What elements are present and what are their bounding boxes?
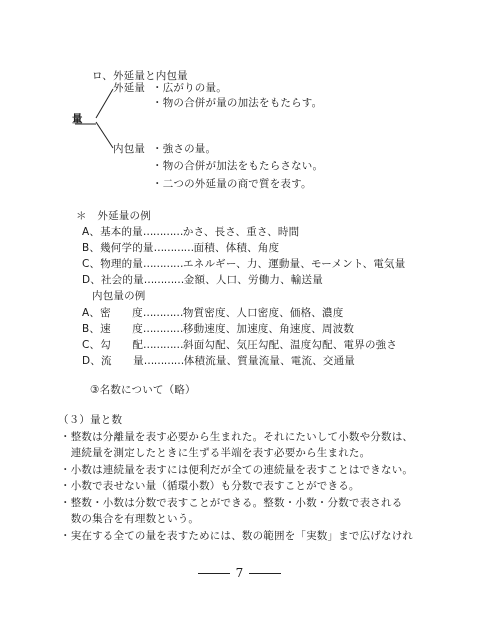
extensive-example-row [82, 226, 299, 239]
extensive-label: 外延量 [113, 82, 146, 94]
leader-dots: ………… [143, 258, 184, 270]
example-key: C、物理的量 [82, 258, 144, 270]
example-value: 物質密度、人口密度、価格、濃度 [182, 307, 344, 319]
intensive-item-1: ・強さの量。 [152, 143, 217, 155]
section-ro-title: ロ、外延量と内包量 [92, 70, 188, 82]
intensive-example-row [82, 339, 397, 352]
section3-line: ・小数は連続量を表すには便利だが全ての連続量を表すことはできない。 [60, 464, 414, 476]
intensive-example-row [82, 323, 354, 336]
note-named-numbers: ③名数について（略） [90, 384, 196, 396]
footer-rule-left [198, 573, 230, 574]
example-value: 面積、体積、角度 [193, 242, 280, 254]
leader-dots: ………… [142, 323, 183, 335]
leader-dots: ………… [143, 339, 184, 351]
root-term-quantity: 量 [72, 113, 83, 125]
footer-rule-right [249, 573, 281, 574]
example-value: 体積流量、質量流量、電流、交通量 [183, 355, 355, 367]
intensive-item-2: ・物の合併が加法をもたらさない。 [152, 160, 324, 172]
example-key: D、流 量 [82, 355, 144, 367]
page-footer [0, 566, 479, 580]
extensive-item-2: ・物の合併が量の加法をもたらす。 [152, 97, 323, 109]
intensive-item-3: ・二つの外延量の商で質を表す。 [152, 178, 312, 190]
section3-line: ・小数で表せない量（循環小数）も分数で表すことができる。 [60, 480, 360, 492]
leader-dots: ………… [142, 307, 183, 319]
intensive-label: 内包量 [113, 143, 146, 155]
leader-dots: ………… [153, 242, 194, 254]
section3-line: ・整数・小数は分数で表すことができる。整数・小数・分数で表される [60, 497, 403, 509]
example-key: B、幾何学的量 [82, 242, 154, 254]
extensive-item-1: ・広がりの量。 [152, 82, 227, 94]
example-value: 斜面勾配、気圧勾配、温度勾配、電界の強さ [183, 339, 398, 351]
example-key: D、社会的量 [82, 274, 144, 286]
leader-dots: ………… [142, 226, 183, 238]
section3-heading: （３）量と数 [58, 414, 123, 426]
page-number: 7 [235, 566, 244, 580]
leader-dots: ………… [143, 355, 184, 367]
examples-heading: ＊ 外延量の例 [76, 210, 151, 222]
section3-line: 連続量を測定したときに生ずる半端を表す必要から生まれた。 [60, 447, 371, 459]
extensive-example-row [82, 274, 323, 287]
extensive-example-row [82, 258, 405, 271]
section3-line: ・実在する全ての量を表すためには、数の範囲を「実数」まで広げなけれ [60, 530, 414, 542]
section3-line: 数の集合を有理数という。 [60, 513, 200, 525]
example-key: A、密 度 [82, 307, 143, 319]
intensive-example-row [82, 355, 355, 368]
section3-line: ・整数は分離量を表す必要から生まれた。それにたいして小数や分数は、 [60, 431, 414, 443]
example-key: B、速 度 [82, 323, 143, 335]
intensive-examples-heading: 内包量の例 [92, 290, 146, 302]
example-value: 移動速度、加速度、角速度、周波数 [182, 323, 355, 335]
example-value: 金額、人口、労働力、輸送量 [183, 274, 323, 286]
example-key: A、基本的量 [82, 226, 143, 238]
example-value: かさ、長さ、重さ、時間 [182, 226, 300, 238]
intensive-example-row [82, 307, 343, 320]
example-key: C、勾 配 [82, 339, 144, 351]
extensive-example-row [82, 242, 279, 255]
leader-dots: ………… [143, 274, 184, 286]
example-value: エネルギー、力、運動量、モーメント、電気量 [183, 258, 406, 270]
